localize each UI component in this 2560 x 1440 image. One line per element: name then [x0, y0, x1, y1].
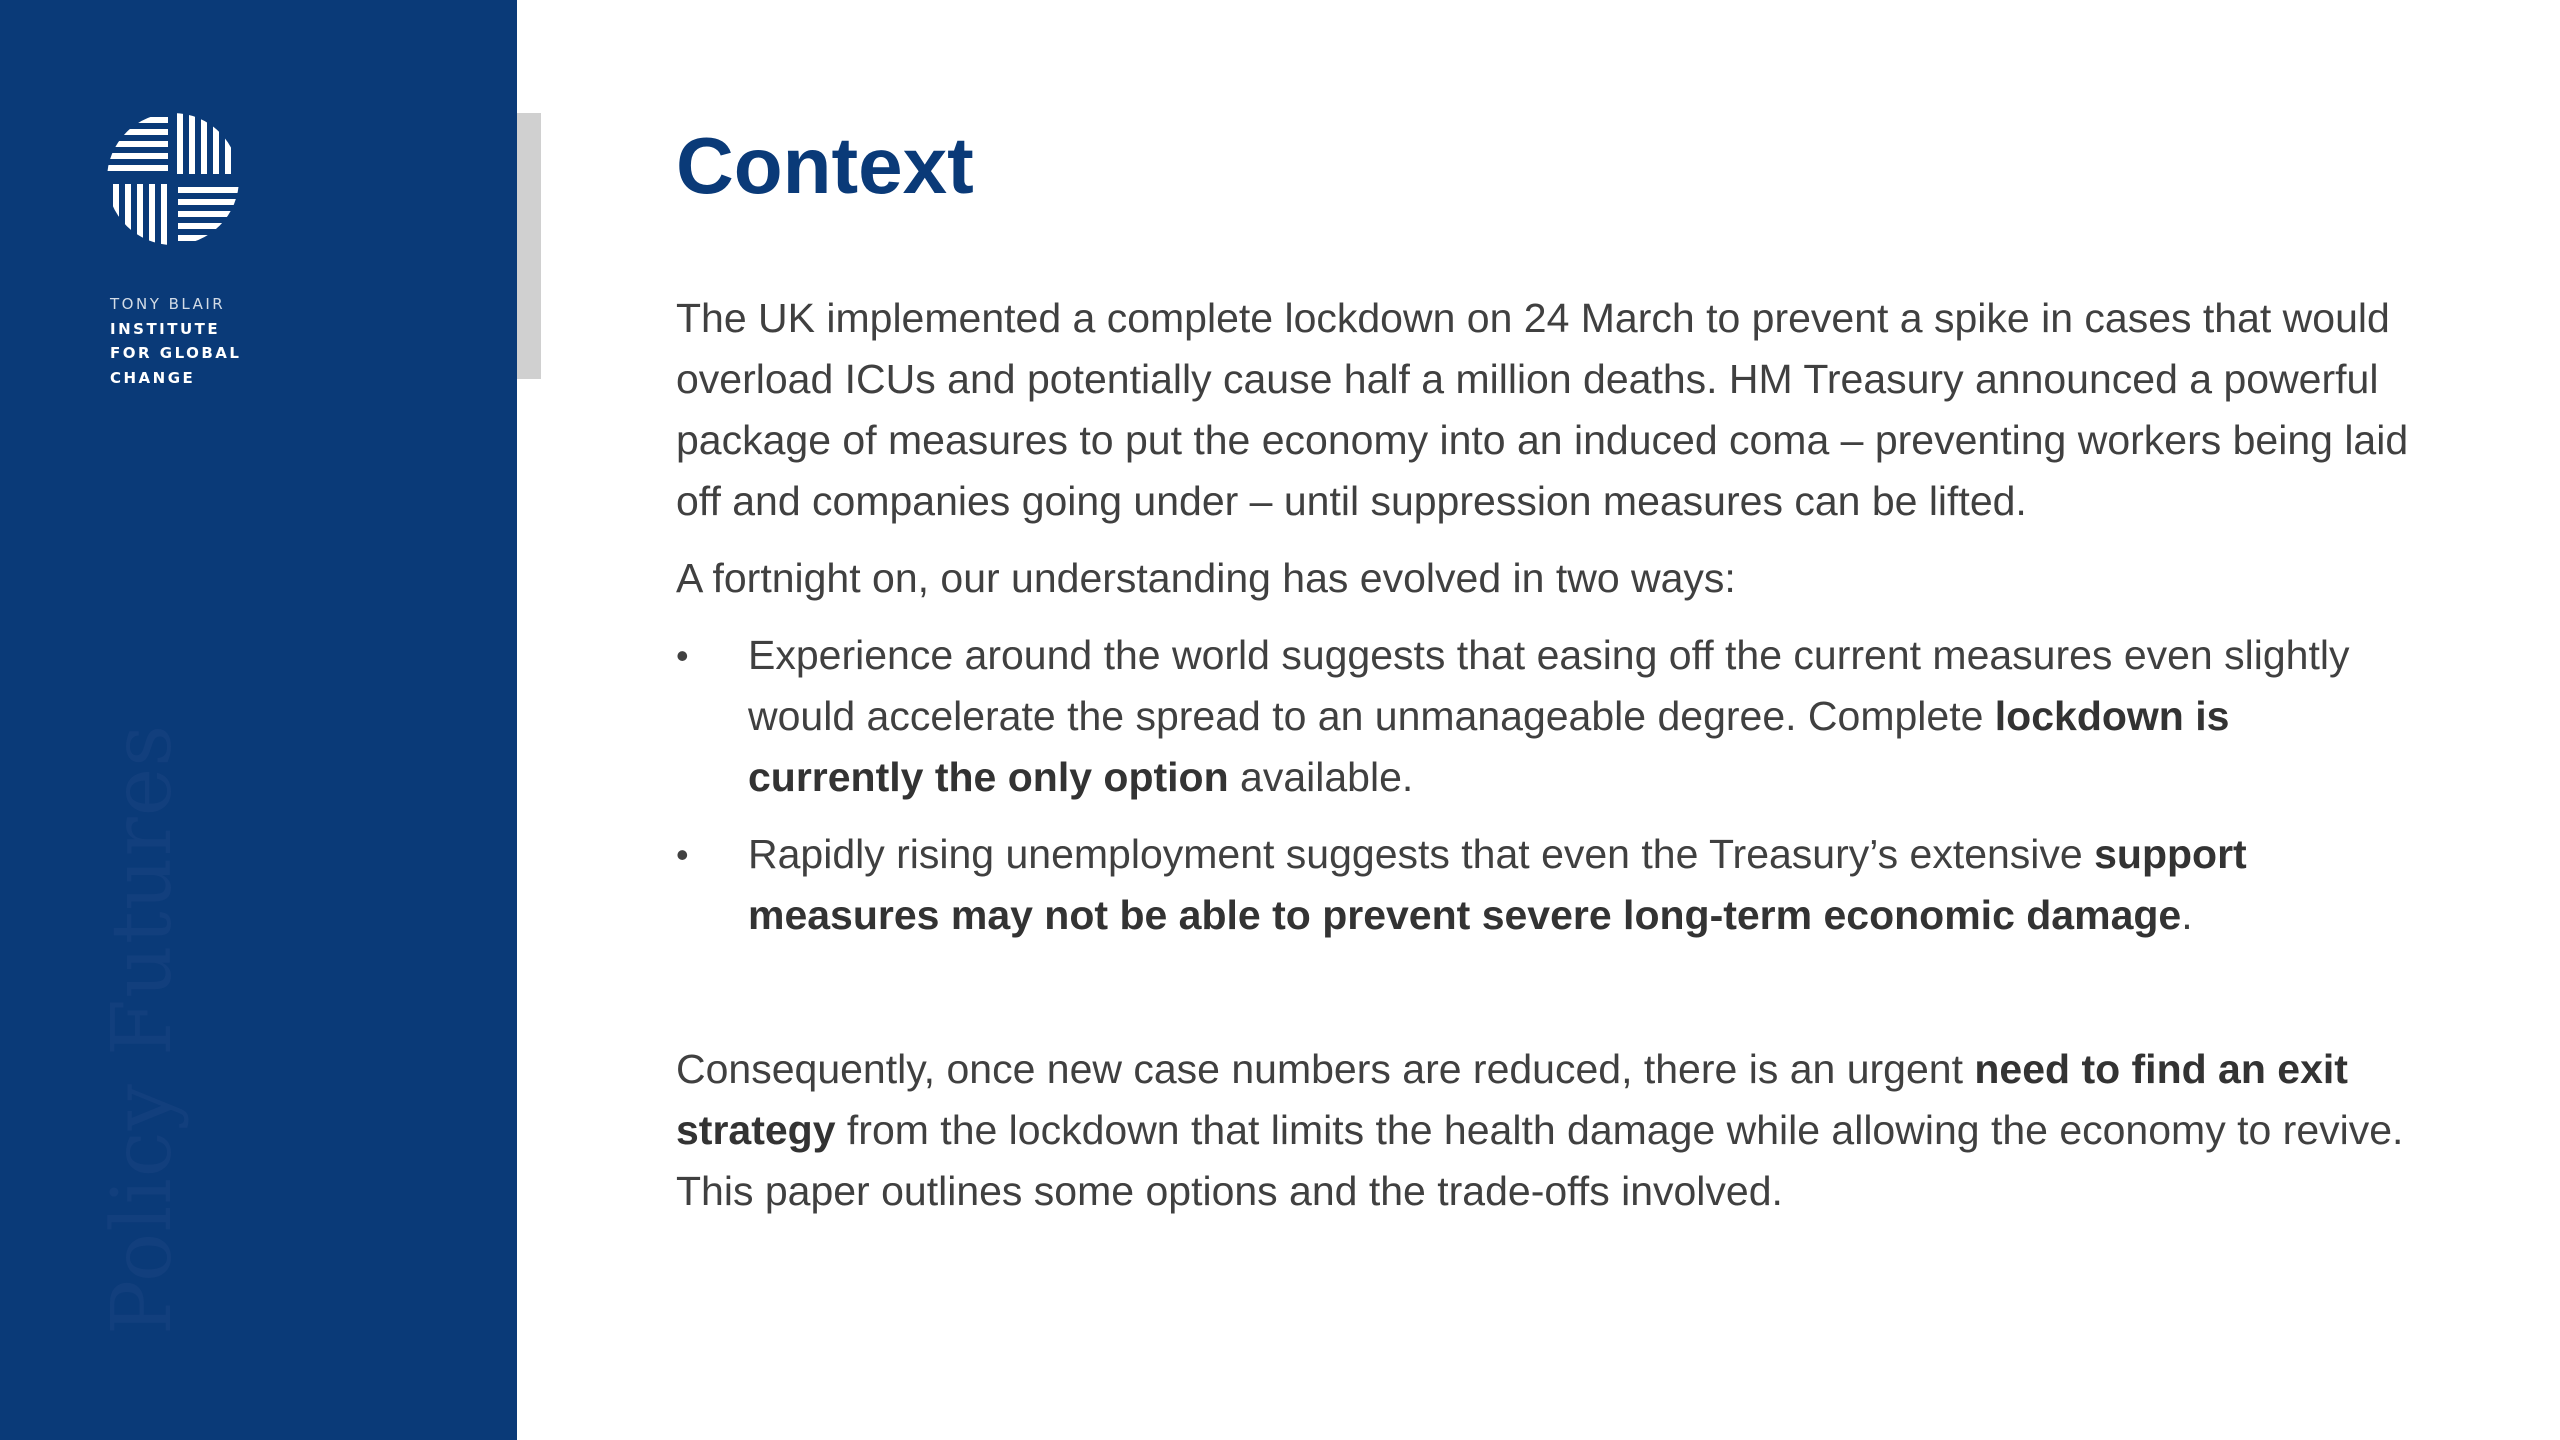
findings-list [676, 625, 2416, 946]
conclusion-paragraph [676, 1039, 2416, 1222]
evolution-paragraph: A fortnight on, our understanding has evolved in two ways: [676, 555, 1736, 601]
org-name-line-1: TONY BLAIR [110, 295, 226, 313]
bullet-text-tail: available. [1228, 754, 1414, 800]
conclusion-text-lead: Consequently, once new case numbers are reduced, there is an urgent [676, 1046, 1975, 1092]
org-name-line-3: FOR GLOBAL [110, 344, 242, 362]
policy-futures-watermark: Policy Futures [95, 723, 190, 1335]
bullet-text-emphasis: support measures may not be able to prevent severe long-term economic damage [748, 831, 2247, 938]
bullet-icon: • [676, 635, 689, 676]
org-name-line-2: INSTITUTE [110, 319, 221, 338]
slide-title: Context [676, 121, 974, 210]
slide-body [676, 288, 2416, 1222]
bullet-text-lead: Rapidly rising unemployment suggests that even the Treasury’s extensive [748, 831, 2095, 877]
bullet-text-emphasis: lockdown is currently the only option [748, 693, 2230, 800]
org-name-line-4: CHANGE [110, 368, 196, 387]
bullet-text-tail: . [2181, 892, 2193, 938]
org-name [110, 292, 241, 390]
list-item [676, 625, 2416, 808]
bullet-icon: • [676, 834, 689, 875]
conclusion-text-emphasis: need to find an exit strategy [676, 1046, 2348, 1153]
list-item [676, 824, 2416, 946]
conclusion-text-tail: from the lockdown that limits the health damage while allowing the economy to revive. This paper outlines some options and the trade-offs involved. [676, 1107, 2404, 1214]
scroll-indicator [517, 113, 541, 379]
brand-sidebar [0, 0, 517, 1440]
bullet-text-lead: Experience around the world suggests that easing off the current measures even slightly would accelerate the spread to an unmanageable degree. Complete [748, 632, 2350, 739]
tbi-lattice-logo-icon [106, 112, 240, 246]
intro-paragraph: The UK implemented a complete lockdown on 24 March to prevent a spike in cases that would overload ICUs and potentially cause half a million deaths. HM Treasury announced a powerful package of measures to put the economy into an induced coma – preventing workers being laid off and companies going under – until suppression measures can be lifted. [676, 295, 2409, 524]
